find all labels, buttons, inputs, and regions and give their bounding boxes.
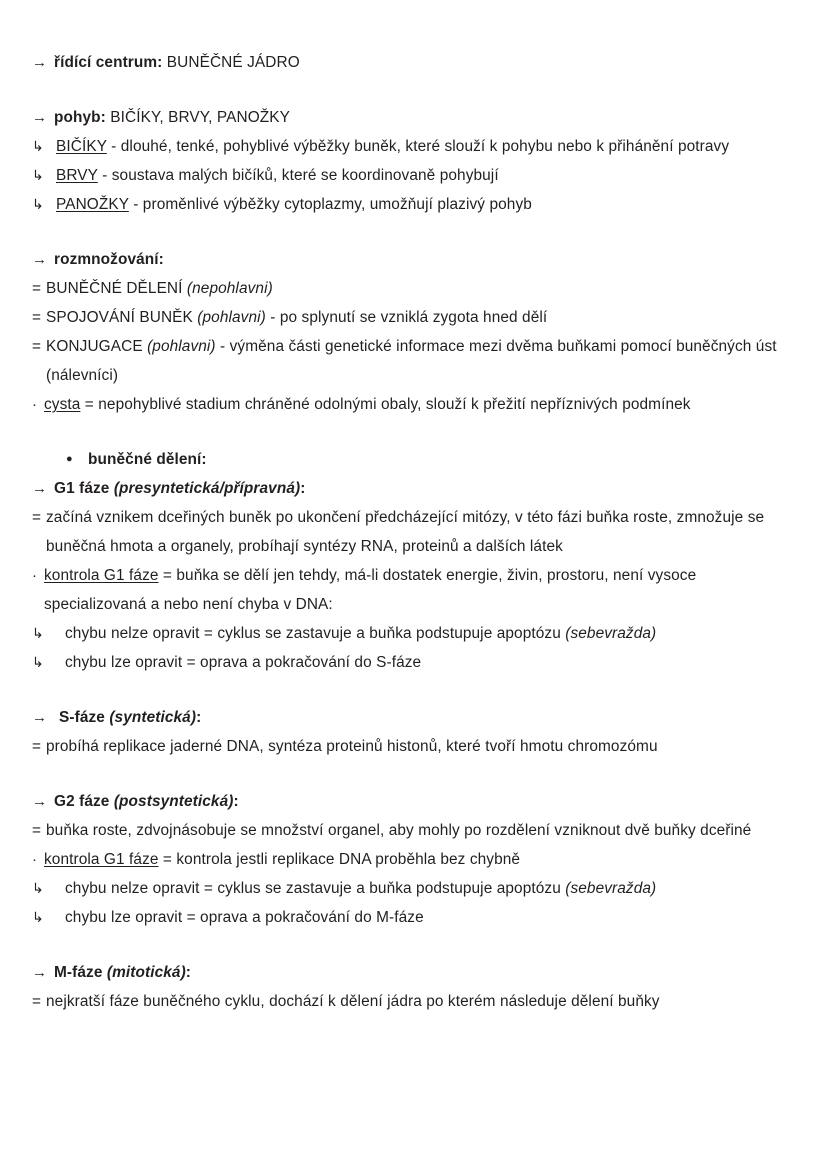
reproduction-definition-main: SPOJOVÁNÍ BUNĚK <box>46 309 198 326</box>
phase-colon: : <box>185 964 192 981</box>
phase-colon: : <box>196 709 202 726</box>
phase-name: G1 fáze <box>54 480 114 497</box>
outcome-italic: (sebevražda) <box>565 625 657 642</box>
round-bullet-icon: ● <box>66 453 73 465</box>
phase-definition-text: nejkratší fáze buněčného cyklu, dochází k dělení jádra po kterém následuje dělení buňky <box>46 993 660 1010</box>
phase-name: S-fáze <box>59 709 110 726</box>
hook-arrow-icon: ↳ <box>32 880 44 896</box>
reproduction-definition-main: BUNĚČNÉ DĚLENÍ <box>46 280 187 297</box>
movement-item-text: - dlouhé, tenké, pohyblivé výběžky buněk, které slouží k pohybu nebo k přihánění potravy <box>106 138 730 155</box>
reproduction-definition-italic: (nepohlavni) <box>186 280 273 297</box>
equals-icon: = <box>32 280 42 297</box>
phase-definition <box>32 732 790 761</box>
equals-icon: = <box>32 738 42 755</box>
hook-arrow-icon: ↳ <box>32 167 44 183</box>
reproduction-definition-main: KONJUGACE <box>46 338 148 355</box>
small-dot-bullet-icon: · <box>32 851 38 868</box>
reproduction-definition <box>32 274 790 303</box>
movement-item-term: BRVY <box>56 167 98 184</box>
arrow-right-icon: → <box>32 964 48 981</box>
phase-name: G2 fáze <box>54 793 114 810</box>
outcome-text: chybu nelze opravit = cyklus se zastavuje a buňka podstupuje apoptózu <box>65 625 566 642</box>
movement-value: BIČÍKY, BRVY, PANOŽKY <box>105 109 291 126</box>
checkpoint-text: = kontrola jestli replikace DNA proběhla bez chybně <box>158 851 521 868</box>
phase-checkpoint <box>32 845 790 874</box>
reproduction-definition-italic: (pohlavni) <box>197 309 266 326</box>
heading-cell-division <box>32 445 790 474</box>
phase-definition <box>32 987 790 1016</box>
phase-italic-name: (postsyntetická) <box>113 793 234 810</box>
movement-label: pohyb: <box>54 109 106 126</box>
spacer <box>32 932 790 958</box>
equals-icon: = <box>32 509 42 526</box>
phase-name: M-fáze <box>54 964 107 981</box>
hook-arrow-icon: ↳ <box>32 654 44 670</box>
hook-arrow-icon: ↳ <box>32 625 44 641</box>
reproduction-definition <box>32 303 790 332</box>
arrow-right-icon: → <box>32 709 48 726</box>
cyst-term: cysta <box>44 396 81 413</box>
outcome-italic: (sebevražda) <box>565 880 657 897</box>
phase-outcome <box>32 874 790 903</box>
movement-item <box>32 190 790 219</box>
arrow-right-icon: → <box>32 793 48 810</box>
phase-italic-name: (mitotická) <box>106 964 186 981</box>
heading-phase-g2 <box>32 787 790 816</box>
phase-colon: : <box>300 480 306 497</box>
phase-italic-name: (syntetická) <box>109 709 197 726</box>
spacer <box>32 77 790 103</box>
spacer <box>32 677 790 703</box>
phase-outcome <box>32 648 790 677</box>
phase-checkpoint <box>32 561 790 619</box>
phase-definition-text: probíhá replikace jaderné DNA, syntéza proteinů histonů, které tvoří hmotu chromozómu <box>46 738 658 755</box>
reproduction-definition-italic: (pohlavni) <box>147 338 216 355</box>
checkpoint-text: = buňka se dělí jen tehdy, má-li dostatek energie, živin, prostoru, není vysoce specializovaná a nebo není chyba v DNA: <box>44 567 697 613</box>
heading-phase-m <box>32 958 790 987</box>
phase-colon: : <box>233 793 239 810</box>
phase-definition-text: začíná vznikem dceřiných buněk po ukončení předcházející mitózy, v této fázi buňka roste, zmnožuje se buněčná hmota a organely, probíhají syntézy RNA, proteinů a dalších látek <box>46 509 765 555</box>
arrow-right-icon: → <box>32 251 48 268</box>
heading-movement <box>32 103 790 132</box>
hook-arrow-icon: ↳ <box>32 138 44 154</box>
arrow-right-icon: → <box>32 480 48 497</box>
equals-icon: = <box>32 309 42 326</box>
movement-item-text: - proměnlivé výběžky cytoplazmy, umožňují plazivý pohyb <box>128 196 532 213</box>
outcome-text: chybu lze opravit = oprava a pokračování do M-fáze <box>65 909 424 926</box>
arrow-right-icon: → <box>32 109 48 126</box>
arrow-right-icon: → <box>32 54 48 71</box>
hook-arrow-icon: ↳ <box>32 909 44 925</box>
outcome-text: chybu lze opravit = oprava a pokračování do S-fáze <box>65 654 422 671</box>
equals-icon: = <box>32 822 42 839</box>
small-dot-bullet-icon: · <box>32 396 38 413</box>
control-center-value: BUNĚČNÉ JÁDRO <box>162 54 300 71</box>
reproduction-definition <box>32 332 790 390</box>
phase-outcome <box>32 903 790 932</box>
phase-definition <box>32 816 790 845</box>
reproduction-label: rozmnožování: <box>54 251 164 268</box>
reproduction-definition-tail: - výměna části genetické informace mezi dvěma buňkami pomocí buněčných úst (nálevníci) <box>46 338 777 384</box>
phase-definition-text: buňka roste, zdvojnásobuje se množství organel, aby mohly po rozdělení vzniknout dvě buňky dceřiné <box>46 822 752 839</box>
cell-division-label: buněčné dělení: <box>88 451 207 468</box>
checkpoint-term: kontrola G1 fáze <box>44 851 159 868</box>
phase-definition <box>32 503 790 561</box>
equals-icon: = <box>32 993 42 1010</box>
heading-phase-s <box>32 703 790 732</box>
spacer <box>32 419 790 445</box>
movement-item-term: PANOŽKY <box>56 196 129 213</box>
equals-icon: = <box>32 338 42 355</box>
reproduction-cyst <box>32 390 790 419</box>
movement-item-text: - soustava malých bičíků, které se koordinovaně pohybují <box>97 167 499 184</box>
reproduction-definition-tail: - po splynutí se vzniklá zygota hned dělí <box>265 309 548 326</box>
spacer <box>32 761 790 787</box>
small-dot-bullet-icon: · <box>32 567 38 584</box>
heading-control-center <box>32 48 790 77</box>
movement-item <box>32 161 790 190</box>
heading-reproduction <box>32 245 790 274</box>
phase-outcome <box>32 619 790 648</box>
phase-italic-name: (presyntetická/přípravná) <box>113 480 301 497</box>
heading-phase-g1 <box>32 474 790 503</box>
cyst-text: = nepohyblivé stadium chráněné odolnými obaly, slouží k přežití nepříznivých podmínek <box>80 396 691 413</box>
hook-arrow-icon: ↳ <box>32 196 44 212</box>
outcome-text: chybu nelze opravit = cyklus se zastavuje a buňka podstupuje apoptózu <box>65 880 566 897</box>
checkpoint-term: kontrola G1 fáze <box>44 567 159 584</box>
movement-item <box>32 132 790 161</box>
movement-item-term: BIČÍKY <box>56 138 107 155</box>
spacer <box>32 219 790 245</box>
control-center-label: řídící centrum: <box>54 54 163 71</box>
